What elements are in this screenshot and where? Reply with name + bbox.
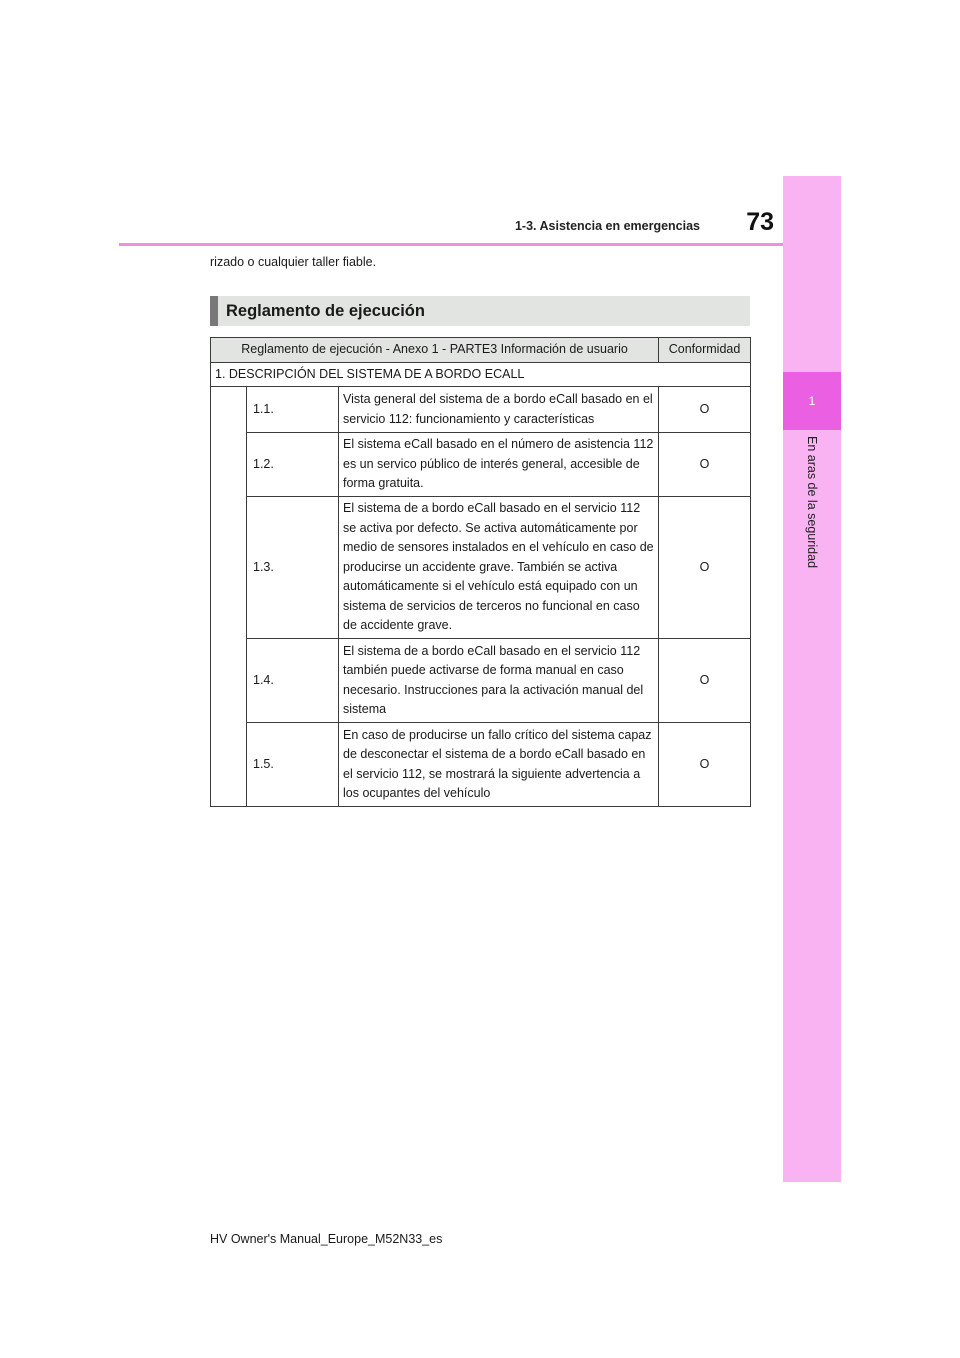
- side-tab-number: 1: [783, 372, 841, 430]
- section-heading: [210, 296, 750, 326]
- row-conformity: O: [659, 387, 751, 433]
- table-section-title: 1. DESCRIPCIÓN DEL SISTEMA DE A BORDO ECALL: [211, 363, 751, 387]
- section-title: 1-3. Asistencia en emergencias: [514, 219, 700, 233]
- row-conformity: O: [659, 639, 751, 723]
- row-description: Vista general del sistema de a bordo eCall basado en el servicio 112: funcionamiento y características: [339, 387, 659, 433]
- page-number: 73: [746, 208, 774, 236]
- regulation-table: [210, 337, 751, 807]
- table-row: [211, 639, 751, 723]
- row-number: 1.3.: [247, 497, 339, 639]
- table-header-conformity: Conformidad: [659, 338, 751, 363]
- row-conformity: O: [659, 723, 751, 807]
- row-description: El sistema de a bordo eCall basado en el servicio 112 también puede activarse de forma manual en caso necesario. Instrucciones para la activación manual del sistema: [339, 639, 659, 723]
- table-row: [211, 723, 751, 807]
- row-conformity: O: [659, 433, 751, 497]
- row-number: 1.2.: [247, 433, 339, 497]
- header-rule: [119, 243, 783, 246]
- row-description: El sistema eCall basado en el número de asistencia 112 es un servico público de interés general, accesible de forma gratuita.: [339, 433, 659, 497]
- footer-text: HV Owner's Manual_Europe_M52N33_es: [210, 1232, 443, 1246]
- table-row: [211, 387, 751, 433]
- side-tab-label: En aras de la seguridad: [805, 436, 819, 569]
- table-row: [211, 433, 751, 497]
- row-conformity: O: [659, 497, 751, 639]
- side-tab: [783, 176, 841, 1182]
- intro-text: rizado o cualquier taller fiable.: [210, 255, 377, 269]
- row-number: 1.4.: [247, 639, 339, 723]
- table-section-row: [211, 363, 751, 387]
- table-header-regulation: Reglamento de ejecución - Anexo 1 - PARTE3 Información de usuario: [211, 338, 659, 363]
- row-description: En caso de producirse un fallo crítico del sistema capaz de desconectar el sistema de a bordo eCall basado en el servicio 112, se mostrará la siguiente advertencia a los ocupantes del vehículo: [339, 723, 659, 807]
- table-indent-cell: [211, 387, 247, 807]
- table-header-row: [211, 338, 751, 363]
- row-number: 1.1.: [247, 387, 339, 433]
- row-description: El sistema de a bordo eCall basado en el servicio 112 se activa por defecto. Se activa automáticamente por medio de sensores instalados en el vehículo en caso de producirse un accidente grave. También se activa automáticamente si el vehículo está equipado con un sistema de servicios de terceros no funcional en caso de accidente grave.: [339, 497, 659, 639]
- table-row: [211, 497, 751, 639]
- section-heading-text: Reglamento de ejecución: [226, 301, 425, 320]
- row-number: 1.5.: [247, 723, 339, 807]
